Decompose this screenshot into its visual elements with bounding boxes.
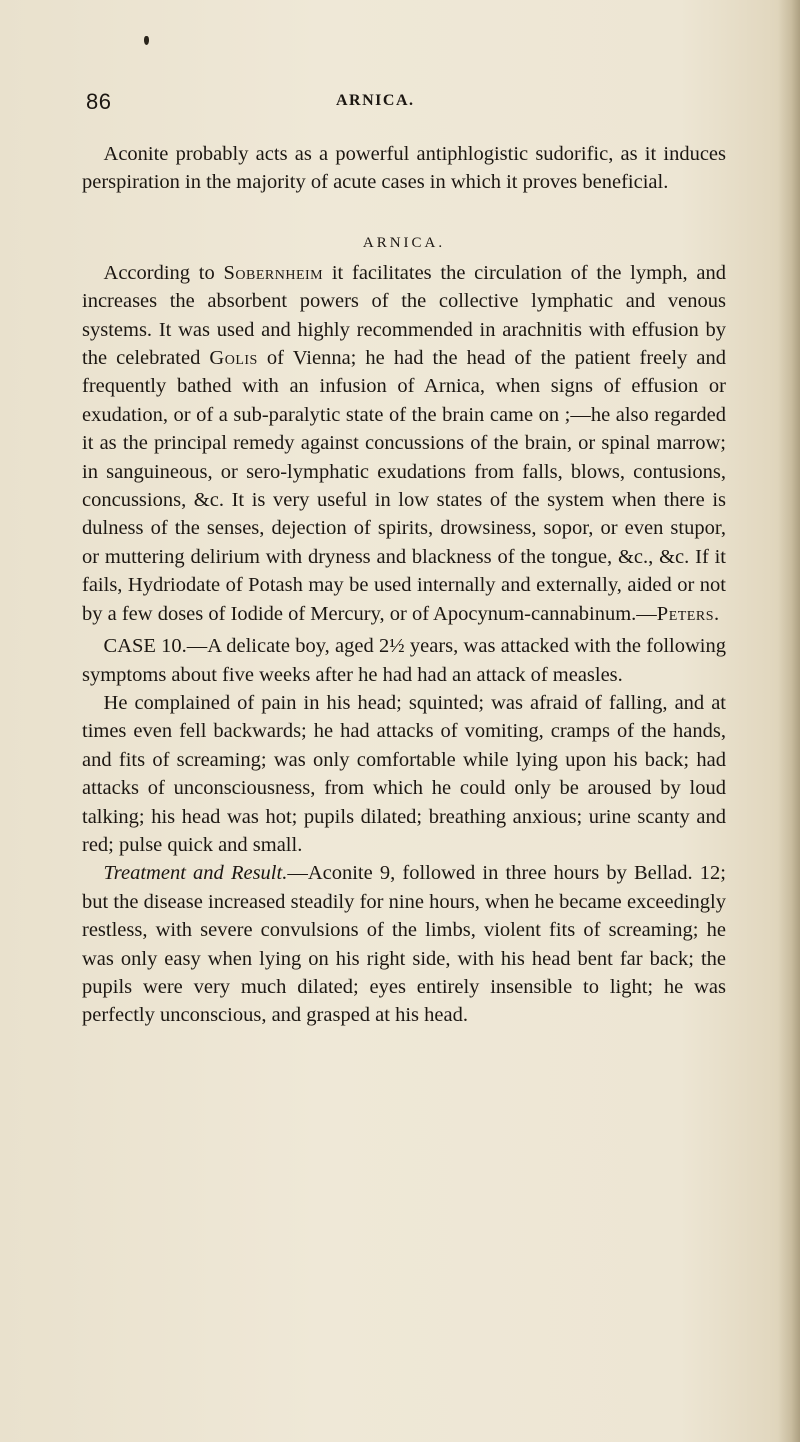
arnica-paragraph xyxy=(82,259,726,628)
body-text xyxy=(82,140,726,1030)
treatment-paragraph xyxy=(82,859,726,1029)
ink-speck xyxy=(144,36,149,45)
author-peters: Peters. xyxy=(656,602,720,625)
author-golis: Golis xyxy=(209,347,258,370)
page-number: 86 xyxy=(86,89,112,114)
page-edge-shadow xyxy=(778,0,800,1442)
case-paragraph: CASE 10.—A delicate boy, aged 2½ years, was attacked with the following symptoms about five weeks after he had had an attack of measles. xyxy=(82,635,726,686)
symptoms-paragraph: He complained of pain in his head; squinted; was afraid of falling, and at times even fell backwards; he had attacks of vomiting, cramps of the hands, and fits of screaming; was only comfortable while lying upon his back; had attacks of unconsciousness, from which he could only be aroused by loud talking; his head was hot; pupils dilated; breathing anxious; urine scanty and red; pulse quick and small. xyxy=(82,691,726,856)
arnica-text-part2: it facilitates the circulation of the lymph, and increases the absorbent powers of the collective lymphatic and venous systems. It was used and highly recommended in arachnitis with effusion by the celebrated xyxy=(82,261,727,370)
section-heading-arnica: ARNICA. xyxy=(362,234,446,251)
arnica-text-part3: of Vienna; he had the head of the patient freely and frequently bathed with an infusion of Arnica, when signs of effusion or exudation, or of a sub-paralytic state of the brain came on ;—he also regarded it as the principal remedy against concussions of the brain, or spinal marrow; in sanguineous, or sero-lymphatic exudations from falls, blows, contusions, concussions, &c. It is very useful in low states of the system when there is dulness of the senses, dejection of spirits, drowsiness, sopor, or even stupor, or muttering delirium with dryness and blackness of the tongue, &c., &c. If it fails, Hydriodate of Potash may be used internally and externally, aided or not by a few doses of Iodide of Mercury, or of Apocynum-cannabinum.— xyxy=(82,347,727,625)
running-head xyxy=(86,89,726,115)
treatment-text: —Aconite 9, followed in three hours by Bellad. 12; but the disease increased steadily for nine hours, when he became exceedingly restless, with severe convulsions of the limbs, violent fits of screaming; he was only easy when lying on his right side, with his head bent far back; the pupils were very much dilated; eyes entirely insensible to light; he was perfectly unconscious, and grasped at his head. xyxy=(82,862,726,1027)
running-title: ARNICA. xyxy=(336,92,415,109)
author-sobernheim: Sobernheim xyxy=(223,261,324,284)
arnica-intro: According to xyxy=(103,261,215,284)
treatment-label: Treatment and Result. xyxy=(103,862,288,885)
aconite-paragraph: Aconite probably acts as a powerful antiphlogistic sudorific, as it induces perspiration in the majority of acute cases in which it proves beneficial. xyxy=(82,143,726,194)
